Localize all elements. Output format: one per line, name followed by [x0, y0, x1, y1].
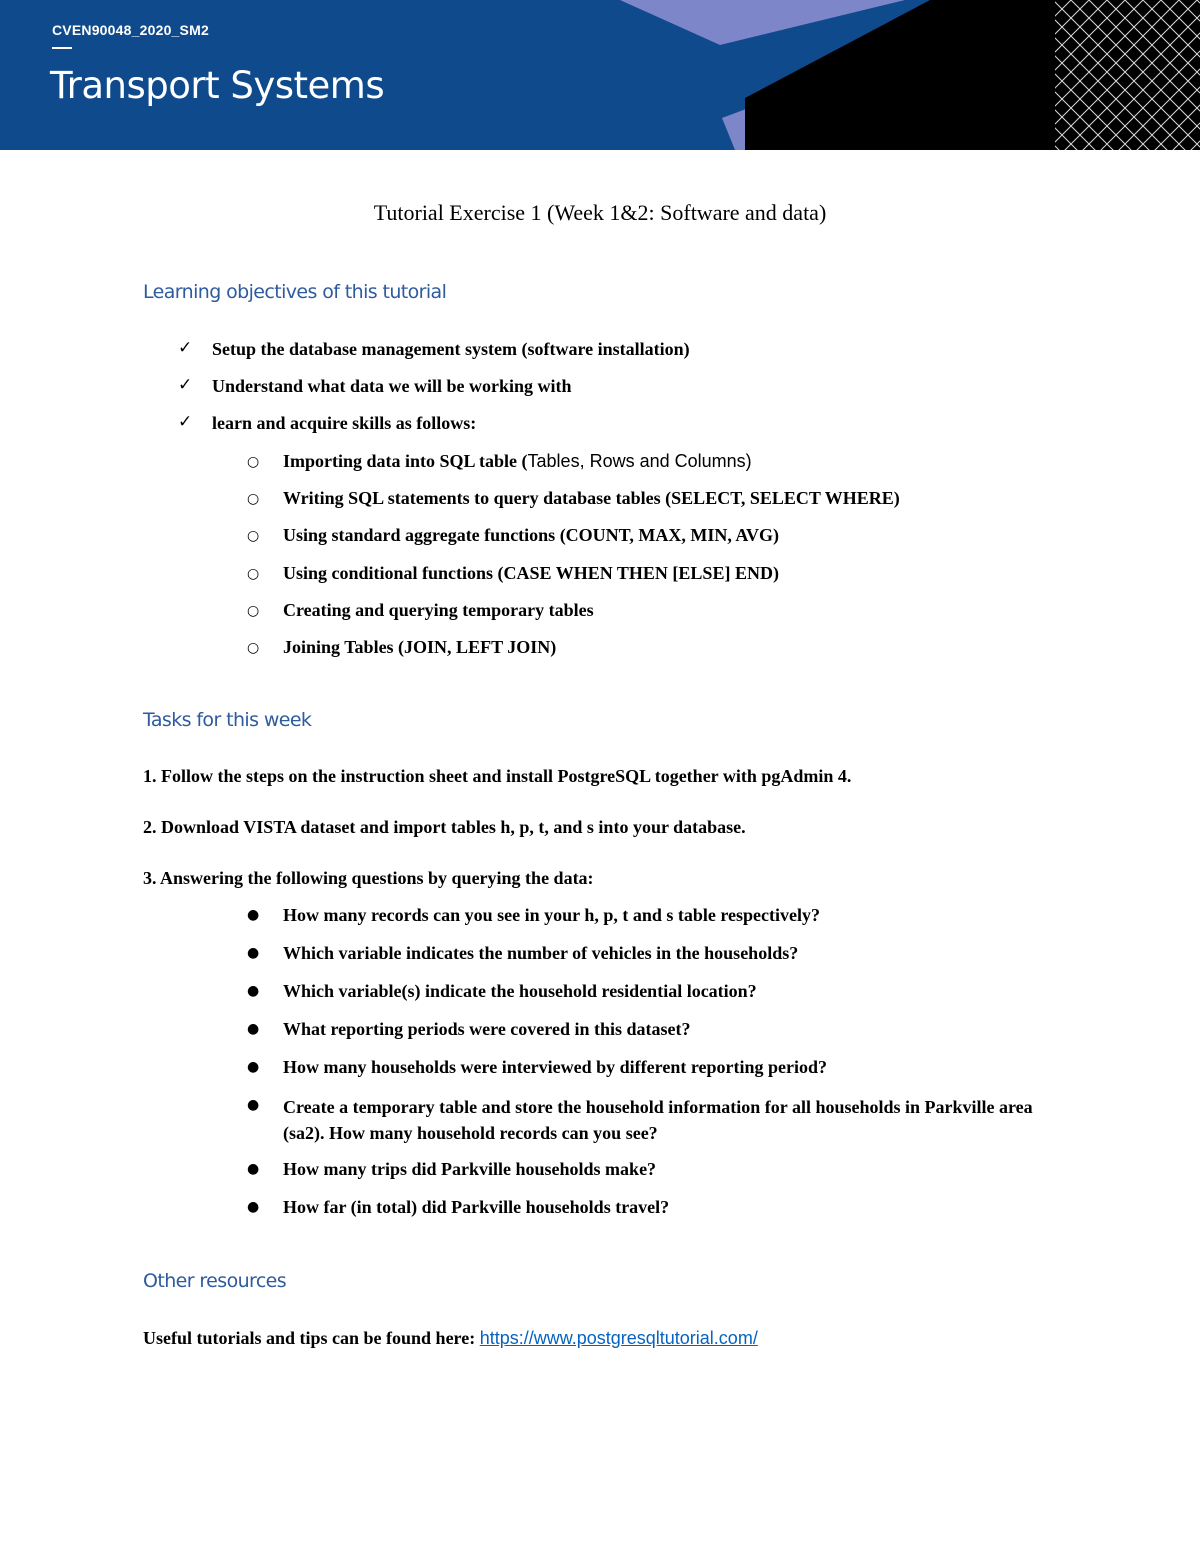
checkmark-icon: ✓	[178, 412, 193, 432]
resources-text: Useful tutorials and tips can be found here:	[143, 1328, 480, 1348]
banner-title: Transport Systems	[50, 64, 385, 107]
question-item: What reporting periods were covered in this dataset?	[283, 1019, 691, 1039]
circle-bullet-icon: ○	[247, 640, 260, 656]
skill-item: Using standard aggregate functions (COUNT, MAX, MIN, AVG)	[283, 525, 780, 545]
skill-item: Using conditional functions (CASE WHEN THEN [ELSE] END)	[283, 563, 779, 583]
question-item: Which variable indicates the number of vehicles in the households?	[283, 943, 799, 963]
circle-bullet-icon: ○	[247, 454, 260, 470]
skill-item: Creating and querying temporary tables	[283, 600, 594, 620]
question-item: Which variable(s) indicate the household residential location?	[283, 981, 757, 1001]
bullet-icon: ●	[247, 945, 260, 961]
objective-item: Understand what data we will be working with	[212, 376, 572, 396]
skill-note: Tables, Rows and Columns)	[527, 451, 752, 471]
skill-item: Joining Tables (JOIN, LEFT JOIN)	[283, 637, 557, 657]
bullet-icon: ●	[247, 1161, 260, 1177]
resources-line	[143, 1328, 758, 1349]
question-item: How many records can you see in your h, p, t and s table respectively?	[283, 905, 821, 925]
course-code: CVEN90048_2020_SM2	[52, 22, 209, 38]
circle-bullet-icon: ○	[247, 528, 260, 544]
checkmark-icon: ✓	[178, 375, 193, 395]
tasks-heading: Tasks for this week	[143, 709, 312, 731]
bullet-icon: ●	[247, 907, 260, 923]
skill-text: Importing data into SQL table (	[283, 451, 528, 471]
code-underline	[52, 47, 72, 49]
bullet-icon: ●	[247, 1097, 260, 1113]
question-item: Create a temporary table and store the household information for all households in Parkville area (sa2). How many household records can you see?	[283, 1097, 1033, 1143]
bullet-icon: ●	[247, 1021, 260, 1037]
objective-item: Setup the database management system (software installation)	[212, 339, 690, 359]
resources-heading: Other resources	[143, 1270, 287, 1292]
checkmark-icon: ✓	[178, 338, 193, 358]
objective-item: learn and acquire skills as follows:	[212, 413, 477, 433]
skill-item: Writing SQL statements to query database tables (SELECT, SELECT WHERE)	[283, 488, 900, 508]
task-item: 1. Follow the steps on the instruction sheet and install PostgreSQL together with pgAdmin 4.	[143, 766, 852, 786]
objectives-heading: Learning objectives of this tutorial	[143, 281, 447, 303]
tutorial-link[interactable]: https://www.postgresqltutorial.com/	[479, 1328, 758, 1348]
header-banner	[0, 0, 1200, 150]
question-item: How far (in total) did Parkville households travel?	[283, 1197, 670, 1217]
circle-bullet-icon: ○	[247, 603, 260, 619]
document-title: Tutorial Exercise 1 (Week 1&2: Software and data)	[373, 200, 827, 225]
circle-bullet-icon: ○	[247, 491, 260, 507]
skill-item	[283, 451, 752, 472]
task-item: 3. Answering the following questions by querying the data:	[143, 868, 594, 888]
question-item: How many trips did Parkville households make?	[283, 1159, 657, 1179]
question-item: How many households were interviewed by different reporting period?	[283, 1057, 827, 1077]
circle-bullet-icon: ○	[247, 566, 260, 582]
bullet-icon: ●	[247, 1199, 260, 1215]
task-item: 2. Download VISTA dataset and import tables h, p, t, and s into your database.	[143, 817, 746, 837]
bullet-icon: ●	[247, 983, 260, 999]
bullet-icon: ●	[247, 1059, 260, 1075]
